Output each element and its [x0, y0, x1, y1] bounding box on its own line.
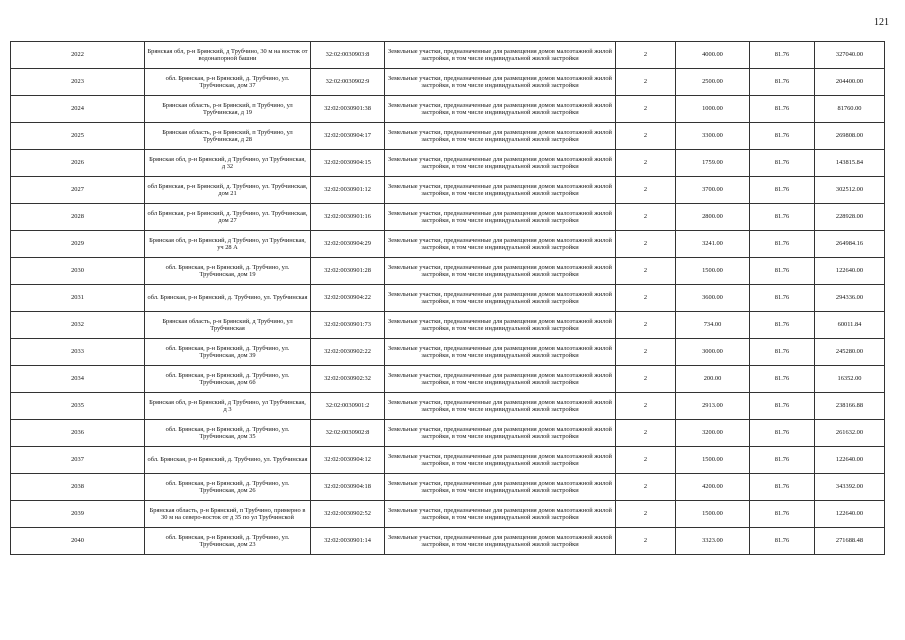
- specific-value-cell: 81.76: [750, 474, 815, 501]
- use-group-cell: 2: [616, 528, 676, 555]
- cadastral-value-cell: 60011.84: [815, 312, 885, 339]
- registry-table: [10, 41, 885, 555]
- cadastral-value-cell: 16352.00: [815, 366, 885, 393]
- permitted-use-cell: Земельные участки, предназначенные для размещения домов малоэтажной жилой застройки, в том числе индивидуальной жилой застройки: [385, 447, 616, 474]
- cadastral-number-cell: 32:02:0030901:14: [311, 528, 385, 555]
- record-number-cell: 2038: [11, 474, 145, 501]
- table-row: [11, 42, 885, 69]
- record-number-cell: 2023: [11, 69, 145, 96]
- specific-value-cell: 81.76: [750, 501, 815, 528]
- record-number-cell: 2033: [11, 339, 145, 366]
- cadastral-value-cell: 122640.00: [815, 447, 885, 474]
- specific-value-cell: 81.76: [750, 258, 815, 285]
- use-group-cell: 2: [616, 204, 676, 231]
- address-cell: обл. Брянская, р-н Брянский, д. Трубчино, ул. Трубчинская, дом 39: [145, 339, 311, 366]
- table-row: [11, 447, 885, 474]
- use-group-cell: 2: [616, 420, 676, 447]
- area-cell: 1759.00: [676, 150, 750, 177]
- table-row: [11, 474, 885, 501]
- area-cell: 3323.00: [676, 528, 750, 555]
- specific-value-cell: 81.76: [750, 96, 815, 123]
- cadastral-number-cell: 32:02:0030903:8: [311, 42, 385, 69]
- area-cell: 4200.00: [676, 474, 750, 501]
- area-cell: 1000.00: [676, 96, 750, 123]
- record-number-cell: 2035: [11, 393, 145, 420]
- cadastral-value-cell: 228928.00: [815, 204, 885, 231]
- specific-value-cell: 81.76: [750, 204, 815, 231]
- use-group-cell: 2: [616, 258, 676, 285]
- permitted-use-cell: Земельные участки, предназначенные для размещения домов малоэтажной жилой застройки, в том числе индивидуальной жилой застройки: [385, 231, 616, 258]
- address-cell: обл. Брянская, р-н Брянский, д. Трубчино, ул. Трубчинская, дом 35: [145, 420, 311, 447]
- address-cell: Брянская обл, р-н Брянский, д Трубчино, ул Трубчинская, уч 28 А: [145, 231, 311, 258]
- specific-value-cell: 81.76: [750, 42, 815, 69]
- specific-value-cell: 81.76: [750, 447, 815, 474]
- record-number-cell: 2029: [11, 231, 145, 258]
- permitted-use-cell: Земельные участки, предназначенные для размещения домов малоэтажной жилой застройки, в том числе индивидуальной жилой застройки: [385, 204, 616, 231]
- address-cell: обл. Брянская, р-н Брянский, д. Трубчино, ул. Трубчинская, дом 19: [145, 258, 311, 285]
- table-row: [11, 366, 885, 393]
- area-cell: 734.00: [676, 312, 750, 339]
- permitted-use-cell: Земельные участки, предназначенные для размещения домов малоэтажной жилой застройки, в том числе индивидуальной жилой застройки: [385, 258, 616, 285]
- specific-value-cell: 81.76: [750, 528, 815, 555]
- use-group-cell: 2: [616, 474, 676, 501]
- address-cell: Брянская область, р-н Брянский, д Трубчино, ул Трубчинская: [145, 312, 311, 339]
- area-cell: 3300.00: [676, 123, 750, 150]
- permitted-use-cell: Земельные участки, предназначенные для размещения домов малоэтажной жилой застройки, в том числе индивидуальной жилой застройки: [385, 474, 616, 501]
- table-row: [11, 258, 885, 285]
- use-group-cell: 2: [616, 339, 676, 366]
- table-row: [11, 177, 885, 204]
- area-cell: 3241.00: [676, 231, 750, 258]
- cadastral-number-cell: 32:02:0030901:16: [311, 204, 385, 231]
- specific-value-cell: 81.76: [750, 150, 815, 177]
- address-cell: обл. Брянская, р-н Брянский, д. Трубчино, ул. Трубчинская: [145, 285, 311, 312]
- cadastral-number-cell: 32:02:0030904:22: [311, 285, 385, 312]
- permitted-use-cell: Земельные участки, предназначенные для размещения домов малоэтажной жилой застройки, в том числе индивидуальной жилой застройки: [385, 177, 616, 204]
- table-row: [11, 204, 885, 231]
- cadastral-number-cell: 32:02:0030904:17: [311, 123, 385, 150]
- use-group-cell: 2: [616, 501, 676, 528]
- table-row: [11, 312, 885, 339]
- use-group-cell: 2: [616, 150, 676, 177]
- cadastral-number-cell: 32:02:0030901:2: [311, 393, 385, 420]
- cadastral-value-cell: 343392.00: [815, 474, 885, 501]
- permitted-use-cell: Земельные участки, предназначенные для размещения домов малоэтажной жилой застройки, в том числе индивидуальной жилой застройки: [385, 42, 616, 69]
- table-row: [11, 69, 885, 96]
- use-group-cell: 2: [616, 69, 676, 96]
- use-group-cell: 2: [616, 231, 676, 258]
- area-cell: 2500.00: [676, 69, 750, 96]
- address-cell: обл. Брянская, р-н Брянский, д. Трубчино, ул. Трубчинская, дом 26: [145, 474, 311, 501]
- cadastral-number-cell: 32:02:0030901:28: [311, 258, 385, 285]
- cadastral-value-cell: 302512.00: [815, 177, 885, 204]
- cadastral-number-cell: 32:02:0030904:29: [311, 231, 385, 258]
- permitted-use-cell: Земельные участки, предназначенные для размещения домов малоэтажной жилой застройки, в том числе индивидуальной жилой застройки: [385, 285, 616, 312]
- record-number-cell: 2027: [11, 177, 145, 204]
- area-cell: 4000.00: [676, 42, 750, 69]
- permitted-use-cell: Земельные участки, предназначенные для размещения домов малоэтажной жилой застройки, в том числе индивидуальной жилой застройки: [385, 528, 616, 555]
- cadastral-value-cell: 261632.00: [815, 420, 885, 447]
- table-row: [11, 528, 885, 555]
- table-row: [11, 339, 885, 366]
- record-number-cell: 2036: [11, 420, 145, 447]
- address-cell: Брянская обл, р-н Брянский, д Трубчино, ул Трубчинская, д 32: [145, 150, 311, 177]
- cadastral-value-cell: 204400.00: [815, 69, 885, 96]
- cadastral-value-cell: 327040.00: [815, 42, 885, 69]
- area-cell: 1500.00: [676, 447, 750, 474]
- area-cell: 3200.00: [676, 420, 750, 447]
- address-cell: Брянская область, р-н Брянский, п Трубчино, ул Трубчинская, д 19: [145, 96, 311, 123]
- record-number-cell: 2040: [11, 528, 145, 555]
- permitted-use-cell: Земельные участки, предназначенные для размещения домов малоэтажной жилой застройки, в том числе индивидуальной жилой застройки: [385, 150, 616, 177]
- address-cell: Брянская обл, р-н Брянский, д Трубчино, 30 м на восток от водонапорной башни: [145, 42, 311, 69]
- area-cell: 2913.00: [676, 393, 750, 420]
- specific-value-cell: 81.76: [750, 420, 815, 447]
- record-number-cell: 2030: [11, 258, 145, 285]
- record-number-cell: 2031: [11, 285, 145, 312]
- cadastral-number-cell: 32:02:0030901:73: [311, 312, 385, 339]
- address-cell: обл Брянская, р-н Брянский, д. Трубчино, ул. Трубчинская, дом 27: [145, 204, 311, 231]
- use-group-cell: 2: [616, 393, 676, 420]
- area-cell: 200.00: [676, 366, 750, 393]
- permitted-use-cell: Земельные участки, предназначенные для размещения домов малоэтажной жилой застройки, в том числе индивидуальной жилой застройки: [385, 420, 616, 447]
- record-number-cell: 2026: [11, 150, 145, 177]
- permitted-use-cell: Земельные участки, предназначенные для размещения домов малоэтажной жилой застройки, в том числе индивидуальной жилой застройки: [385, 366, 616, 393]
- table-body: [11, 42, 885, 555]
- cadastral-value-cell: 269808.00: [815, 123, 885, 150]
- use-group-cell: 2: [616, 177, 676, 204]
- cadastral-number-cell: 32:02:0030902:32: [311, 366, 385, 393]
- permitted-use-cell: Земельные участки, предназначенные для размещения домов малоэтажной жилой застройки, в том числе индивидуальной жилой застройки: [385, 69, 616, 96]
- use-group-cell: 2: [616, 96, 676, 123]
- record-number-cell: 2024: [11, 96, 145, 123]
- record-number-cell: 2022: [11, 42, 145, 69]
- cadastral-value-cell: 143815.84: [815, 150, 885, 177]
- use-group-cell: 2: [616, 42, 676, 69]
- use-group-cell: 2: [616, 312, 676, 339]
- cadastral-number-cell: 32:02:0030901:38: [311, 96, 385, 123]
- specific-value-cell: 81.76: [750, 312, 815, 339]
- use-group-cell: 2: [616, 447, 676, 474]
- record-number-cell: 2025: [11, 123, 145, 150]
- specific-value-cell: 81.76: [750, 285, 815, 312]
- area-cell: 2800.00: [676, 204, 750, 231]
- cadastral-number-cell: 32:02:0030902:9: [311, 69, 385, 96]
- specific-value-cell: 81.76: [750, 393, 815, 420]
- cadastral-number-cell: 32:02:0030904:18: [311, 474, 385, 501]
- table-row: [11, 285, 885, 312]
- cadastral-number-cell: 32:02:0030904:12: [311, 447, 385, 474]
- use-group-cell: 2: [616, 123, 676, 150]
- use-group-cell: 2: [616, 366, 676, 393]
- cadastral-value-cell: 245280.00: [815, 339, 885, 366]
- cadastral-number-cell: 32:02:0030904:15: [311, 150, 385, 177]
- table-row: [11, 123, 885, 150]
- use-group-cell: 2: [616, 285, 676, 312]
- specific-value-cell: 81.76: [750, 366, 815, 393]
- table-row: [11, 501, 885, 528]
- area-cell: 1500.00: [676, 501, 750, 528]
- cadastral-number-cell: 32:02:0030902:52: [311, 501, 385, 528]
- record-number-cell: 2032: [11, 312, 145, 339]
- table-row: [11, 231, 885, 258]
- record-number-cell: 2028: [11, 204, 145, 231]
- address-cell: Брянская область, р-н Брянский, п Трубчино, примерно в 30 м на северо-восток от д 35 по ул Трубчинской: [145, 501, 311, 528]
- page-number: 121: [874, 17, 889, 28]
- area-cell: 3700.00: [676, 177, 750, 204]
- area-cell: 3600.00: [676, 285, 750, 312]
- table-row: [11, 150, 885, 177]
- permitted-use-cell: Земельные участки, предназначенные для размещения домов малоэтажной жилой застройки, в том числе индивидуальной жилой застройки: [385, 96, 616, 123]
- permitted-use-cell: Земельные участки, предназначенные для размещения домов малоэтажной жилой застройки, в том числе индивидуальной жилой застройки: [385, 339, 616, 366]
- specific-value-cell: 81.76: [750, 177, 815, 204]
- table-row: [11, 96, 885, 123]
- address-cell: Брянская область, р-н Брянский, п Трубчино, ул Трубчинская, д 28: [145, 123, 311, 150]
- cadastral-number-cell: 32:02:0030902:22: [311, 339, 385, 366]
- cadastral-number-cell: 32:02:0030901:12: [311, 177, 385, 204]
- address-cell: обл. Брянская, р-н Брянский, д. Трубчино, ул. Трубчинская, дом 23: [145, 528, 311, 555]
- cadastral-value-cell: 81760.00: [815, 96, 885, 123]
- address-cell: обл. Брянская, р-н Брянский, д. Трубчино, ул. Трубчинская, дом 6б: [145, 366, 311, 393]
- cadastral-value-cell: 122640.00: [815, 501, 885, 528]
- permitted-use-cell: Земельные участки, предназначенные для размещения домов малоэтажной жилой застройки, в том числе индивидуальной жилой застройки: [385, 123, 616, 150]
- specific-value-cell: 81.76: [750, 69, 815, 96]
- cadastral-value-cell: 238166.88: [815, 393, 885, 420]
- table-row: [11, 393, 885, 420]
- record-number-cell: 2039: [11, 501, 145, 528]
- record-number-cell: 2037: [11, 447, 145, 474]
- cadastral-value-cell: 122640.00: [815, 258, 885, 285]
- area-cell: 1500.00: [676, 258, 750, 285]
- specific-value-cell: 81.76: [750, 339, 815, 366]
- area-cell: 3000.00: [676, 339, 750, 366]
- permitted-use-cell: Земельные участки, предназначенные для размещения домов малоэтажной жилой застройки, в том числе индивидуальной жилой застройки: [385, 501, 616, 528]
- permitted-use-cell: Земельные участки, предназначенные для размещения домов малоэтажной жилой застройки, в том числе индивидуальной жилой застройки: [385, 312, 616, 339]
- address-cell: обл. Брянская, р-н Брянский, д. Трубчино, ул. Трубчинская: [145, 447, 311, 474]
- table-row: [11, 420, 885, 447]
- address-cell: обл. Брянская, р-н Брянский, д. Трубчино, ул. Трубчинская, дом 37: [145, 69, 311, 96]
- address-cell: обл Брянская, р-н Брянский, д. Трубчино, ул. Трубчинская, дом 21: [145, 177, 311, 204]
- cadastral-value-cell: 294336.00: [815, 285, 885, 312]
- permitted-use-cell: Земельные участки, предназначенные для размещения домов малоэтажной жилой застройки, в том числе индивидуальной жилой застройки: [385, 393, 616, 420]
- cadastral-value-cell: 264984.16: [815, 231, 885, 258]
- address-cell: Брянская обл, р-н Брянский, д Трубчино, ул Трубчинская, д 3: [145, 393, 311, 420]
- specific-value-cell: 81.76: [750, 123, 815, 150]
- cadastral-number-cell: 32:02:0030902:8: [311, 420, 385, 447]
- specific-value-cell: 81.76: [750, 231, 815, 258]
- cadastral-value-cell: 271688.48: [815, 528, 885, 555]
- record-number-cell: 2034: [11, 366, 145, 393]
